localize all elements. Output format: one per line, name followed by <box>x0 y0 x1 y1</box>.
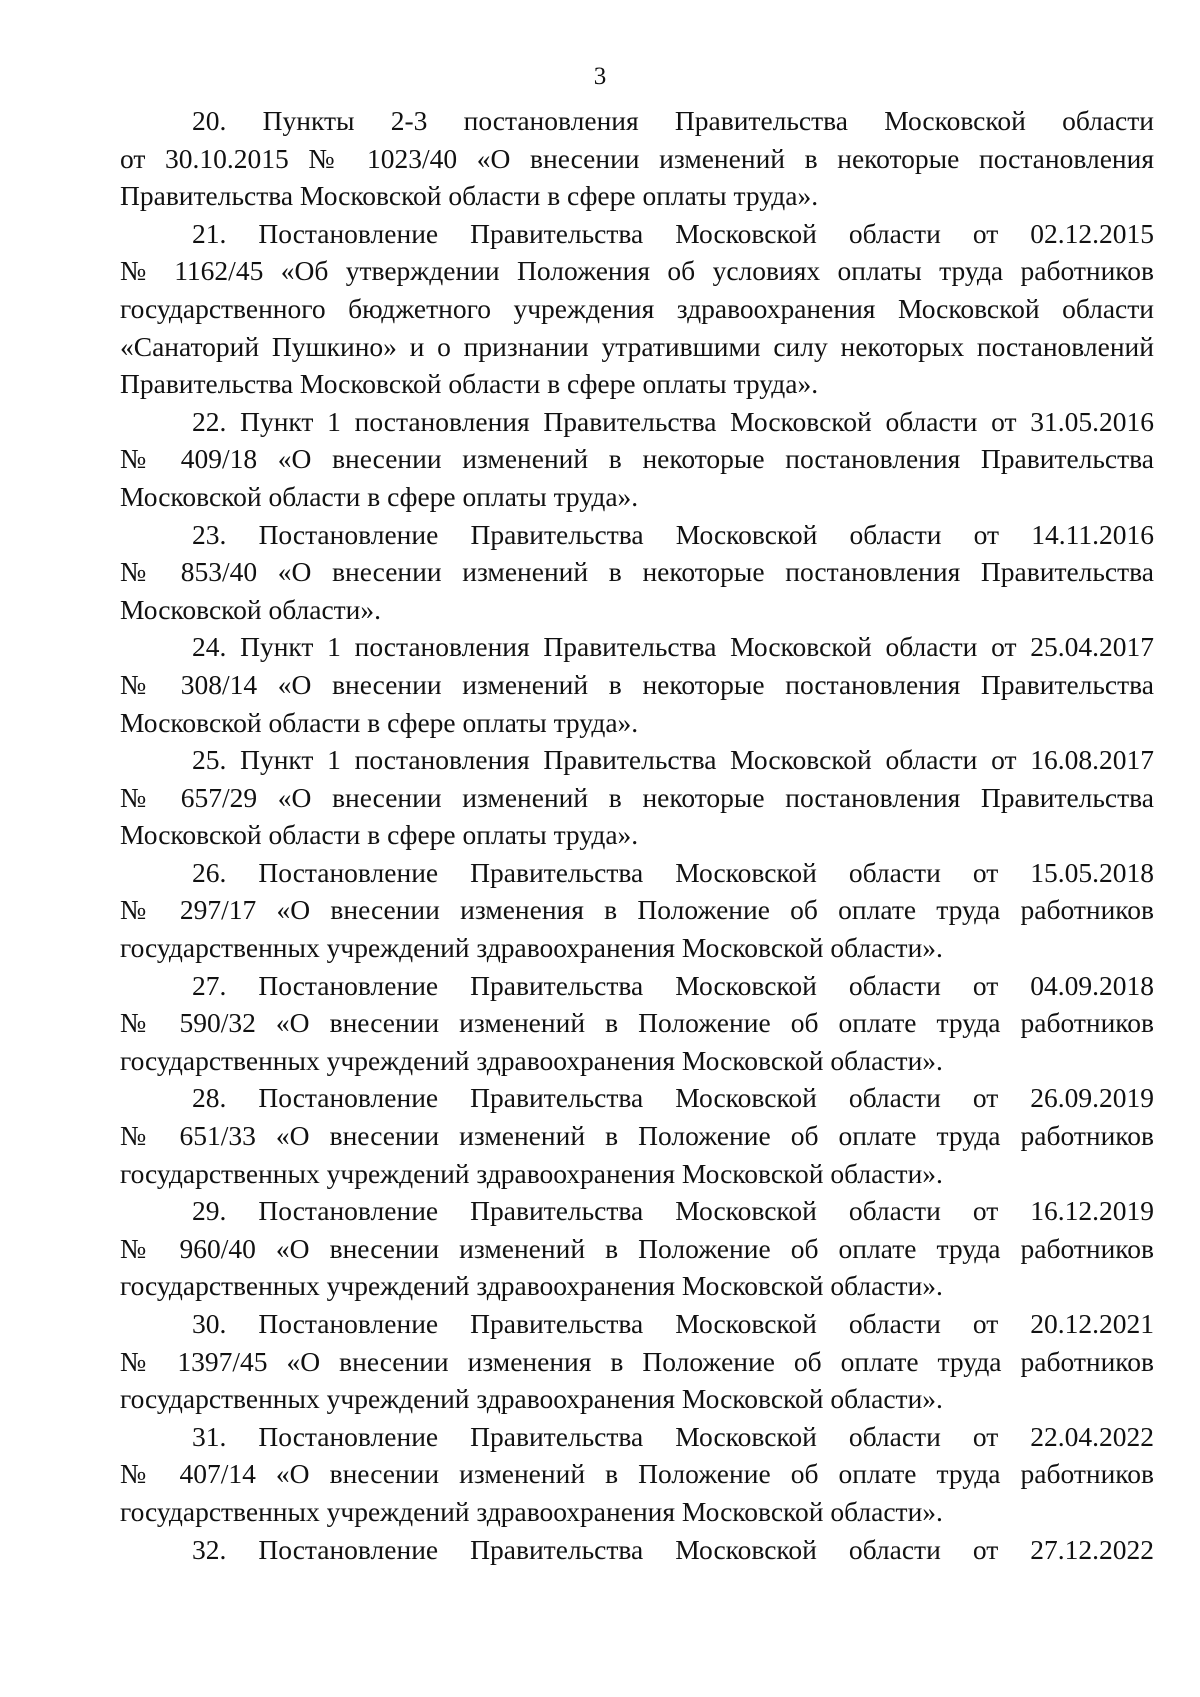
paragraph-first-line: 32. Постановление Правительства Московской области от 27.12.2022 <box>192 1533 1154 1565</box>
paragraph-line: Московской области в сфере оплаты труда». <box>120 706 639 738</box>
paragraph-first-line: 27. Постановление Правительства Московской области от 04.09.2018 <box>192 969 1154 1001</box>
paragraph-line: государственных учреждений здравоохранения Московской области». <box>120 932 943 964</box>
list-item-paragraph <box>120 516 1154 629</box>
paragraph-line: № 960/40 «О внесении изменений в Положение об оплате труда работников <box>120 1232 1154 1264</box>
page-number: 3 <box>593 63 607 90</box>
list-item-paragraph <box>120 1531 1154 1569</box>
paragraph-line: № 409/18 «О внесении изменений в некоторые постановления Правительства <box>120 443 1154 475</box>
paragraph-line: № 651/33 «О внесении изменений в Положение об оплате труда работников <box>120 1120 1154 1152</box>
paragraph-line: государственных учреждений здравоохранения Московской области». <box>120 1157 943 1189</box>
paragraph-first-line: 22. Пункт 1 постановления Правительства Московской области от 31.05.2016 <box>192 405 1154 437</box>
paragraph-line: Московской области в сфере оплаты труда». <box>120 819 639 851</box>
paragraph-line: государственного бюджетного учреждения здравоохранения Московской области <box>120 292 1154 324</box>
paragraph-line: от 30.10.2015 № 1023/40 «О внесении изменений в некоторые постановления <box>120 142 1154 174</box>
paragraph-line: № 407/14 «О внесении изменений в Положение об оплате труда работников <box>120 1458 1154 1490</box>
paragraph-line: государственных учреждений здравоохранения Московской области». <box>120 1495 943 1527</box>
paragraph-first-line: 30. Постановление Правительства Московской области от 20.12.2021 <box>192 1308 1154 1339</box>
list-item-paragraph <box>120 1192 1154 1305</box>
list-item-paragraph <box>120 741 1154 854</box>
paragraph-line: Правительства Московской области в сфере оплаты труда». <box>120 180 819 212</box>
paragraph-first-line: 23. Постановление Правительства Московской области от 14.11.2016 <box>192 518 1154 550</box>
list-item-paragraph <box>120 967 1154 1080</box>
list-item-paragraph <box>120 102 1154 215</box>
paragraph-line: № 657/29 «О внесении изменений в некоторые постановления Правительства <box>120 781 1154 813</box>
paragraph-line: № 1162/45 «Об утверждении Положения об условиях оплаты труда работников <box>120 255 1154 287</box>
paragraph-first-line: 28. Постановление Правительства Московской области от 26.09.2019 <box>192 1082 1154 1114</box>
list-item-paragraph <box>120 1305 1154 1418</box>
paragraph-line: № 297/17 «О внесении изменения в Положение об оплате труда работников <box>120 894 1154 926</box>
list-item-paragraph <box>120 628 1154 741</box>
paragraph-line: государственных учреждений здравоохранения Московской области». <box>120 1270 943 1302</box>
list-item-paragraph <box>120 403 1154 516</box>
paragraph-line: № 1397/45 «О внесении изменения в Положение об оплате труда работников <box>120 1345 1154 1377</box>
document-body <box>120 102 1154 1568</box>
paragraph-first-line: 31. Постановление Правительства Московской области от 22.04.2022 <box>192 1420 1154 1452</box>
paragraph-first-line: 25. Пункт 1 постановления Правительства Московской области от 16.08.2017 <box>192 744 1154 776</box>
paragraph-line: № 853/40 «О внесении изменений в некоторые постановления Правительства <box>120 556 1154 588</box>
paragraph-first-line: 24. Пункт 1 постановления Правительства Московской области от 25.04.2017 <box>192 631 1154 663</box>
paragraph-first-line: 20. Пункты 2-3 постановления Правительства Московской области <box>192 105 1154 136</box>
paragraph-line: Московской области». <box>120 593 382 625</box>
list-item-paragraph <box>120 215 1154 403</box>
paragraph-first-line: 26. Постановление Правительства Московской области от 15.05.2018 <box>192 856 1154 888</box>
paragraph-first-line: 21. Постановление Правительства Московской области от 02.12.2015 <box>192 217 1154 249</box>
paragraph-first-line: 29. Постановление Правительства Московской области от 16.12.2019 <box>192 1195 1154 1227</box>
list-item-paragraph <box>120 1079 1154 1192</box>
paragraph-line: Правительства Московской области в сфере оплаты труда». <box>120 368 819 400</box>
paragraph-line: государственных учреждений здравоохранения Московской области». <box>120 1044 943 1076</box>
paragraph-line: государственных учреждений здравоохранения Московской области». <box>120 1383 943 1415</box>
paragraph-line: Московской области в сфере оплаты труда». <box>120 480 639 512</box>
list-item-paragraph <box>120 854 1154 967</box>
paragraph-line: № 590/32 «О внесении изменений в Положение об оплате труда работников <box>120 1007 1154 1039</box>
paragraph-line: «Санаторий Пушкино» и о признании утратившими силу некоторых постановлений <box>120 330 1154 362</box>
list-item-paragraph <box>120 1418 1154 1531</box>
paragraph-line: № 308/14 «О внесении изменений в некоторые постановления Правительства <box>120 668 1154 700</box>
